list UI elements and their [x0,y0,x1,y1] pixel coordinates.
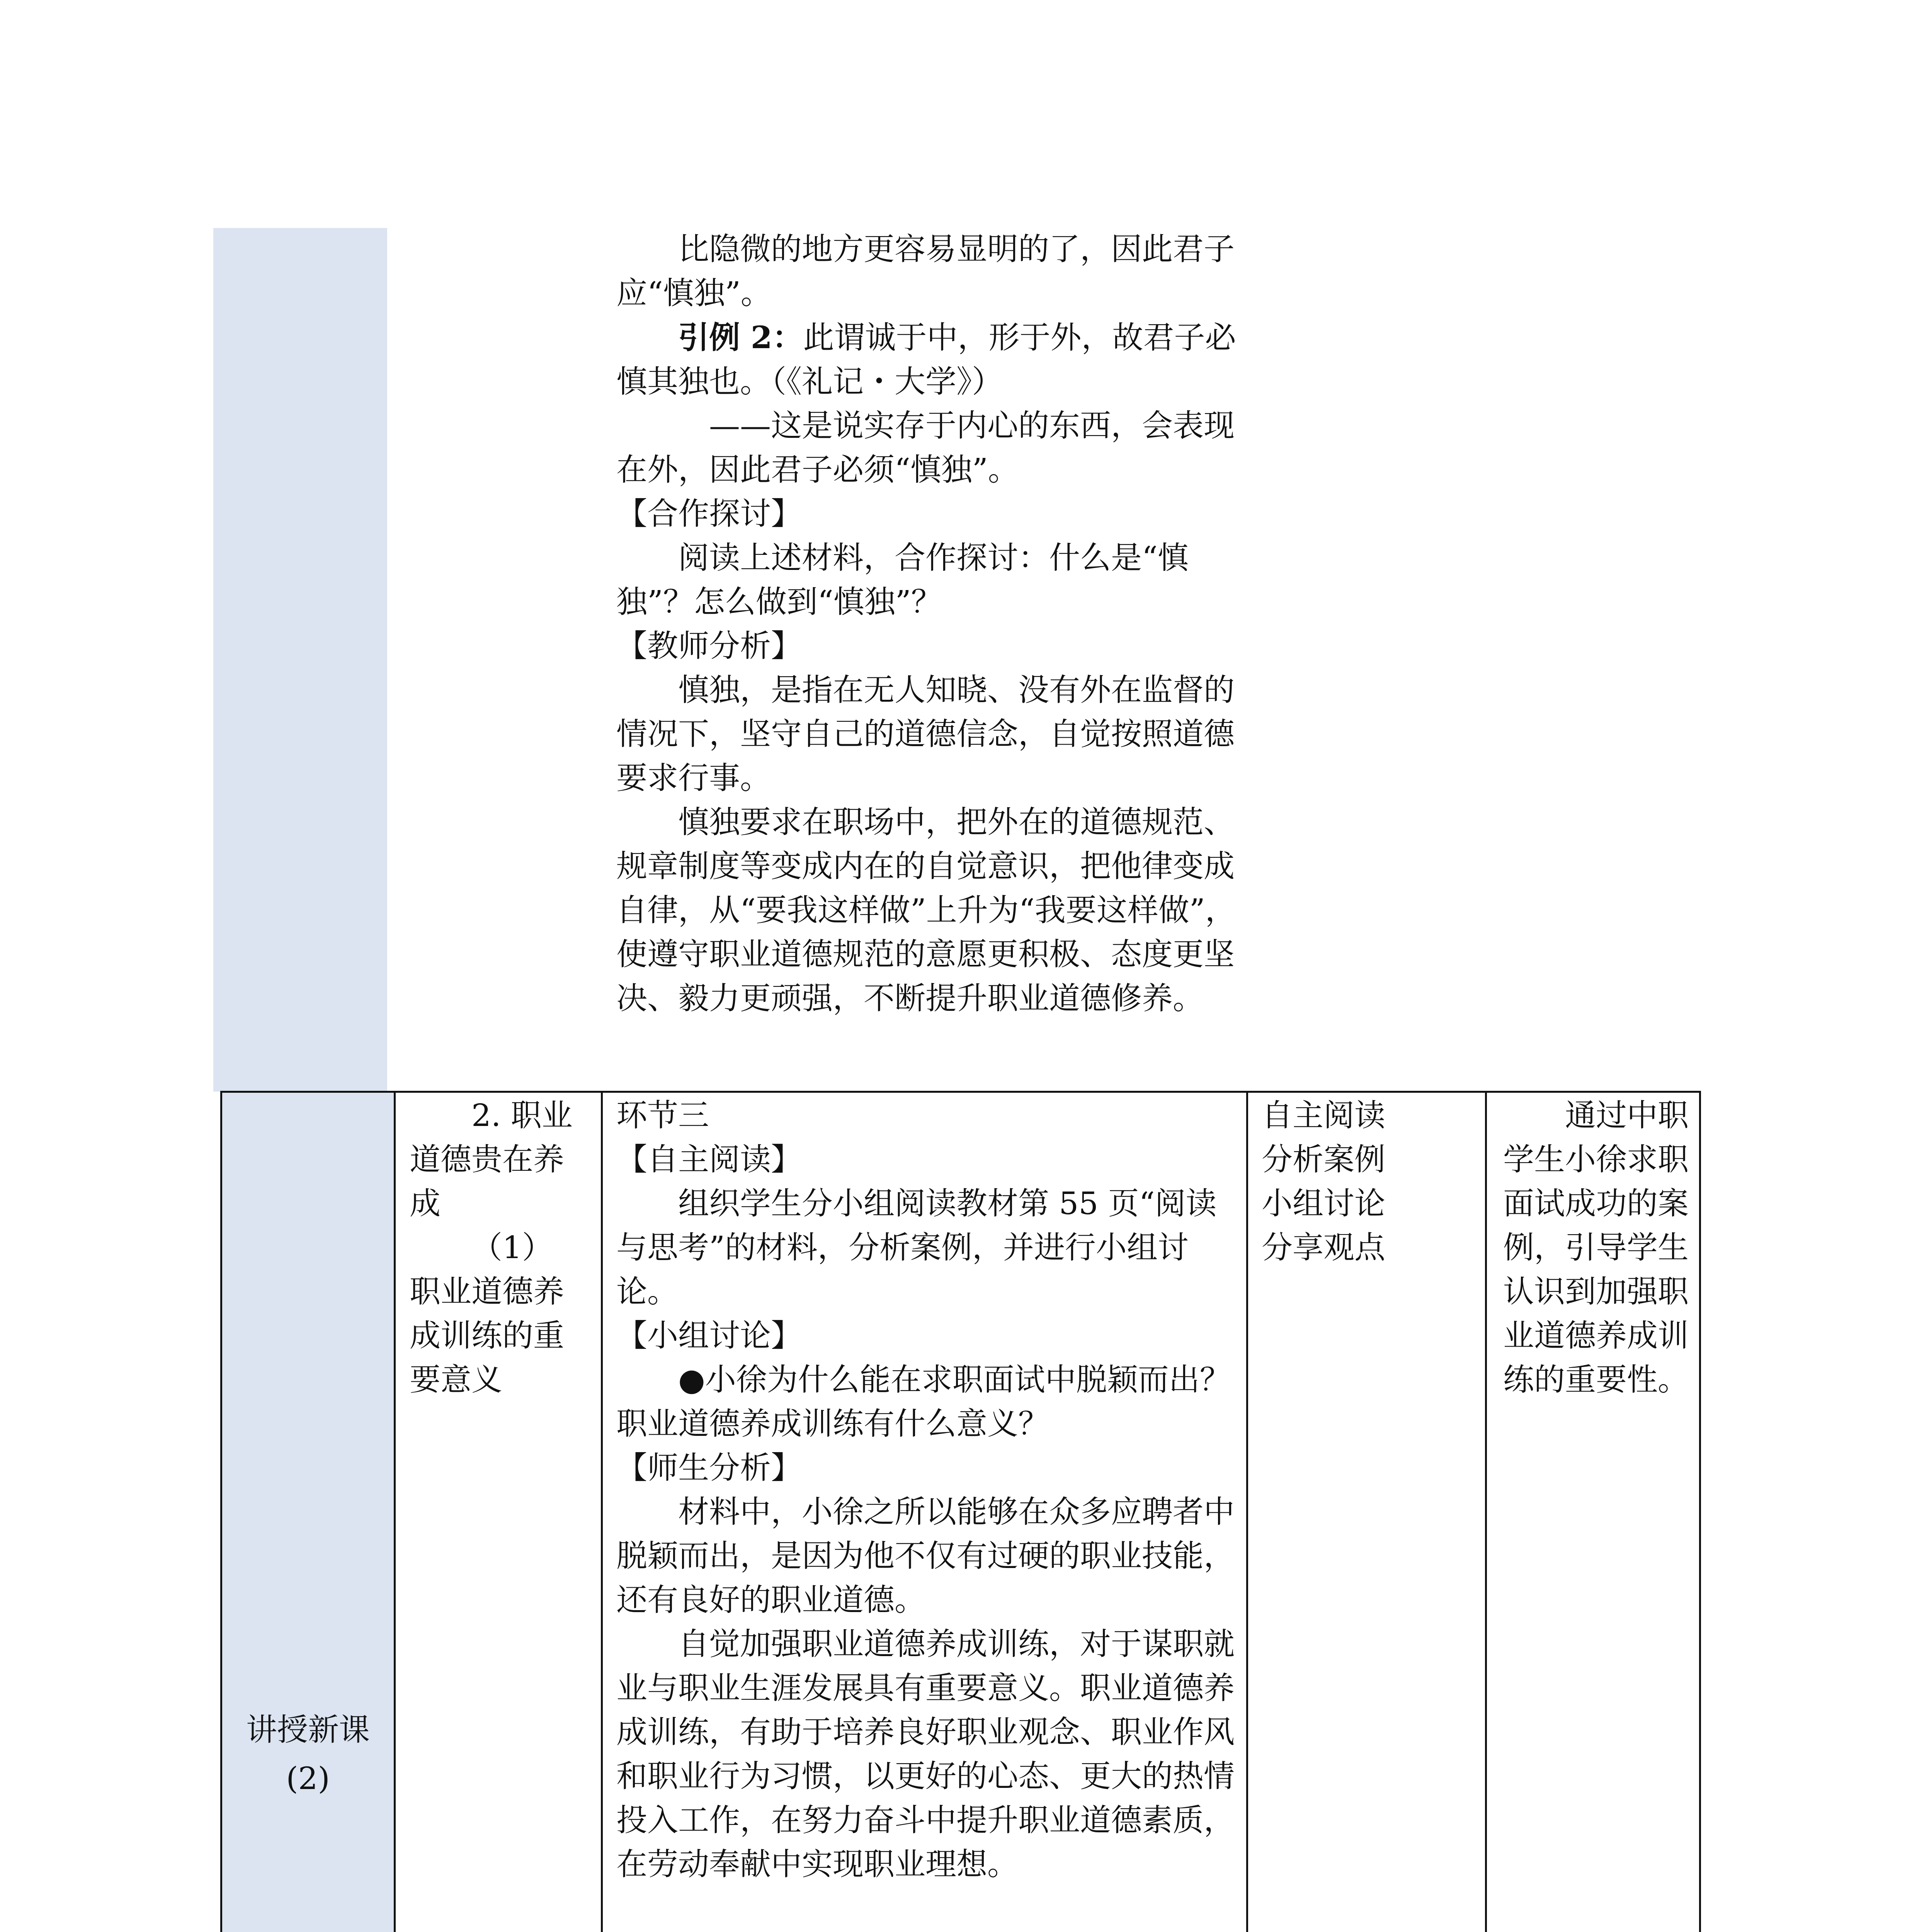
section-number: (2) [286,1760,330,1796]
intent-cell [1503,1094,1689,1402]
table-rule [1246,1091,1248,1932]
table-rule [220,1091,1701,1093]
topic-title: 2. 职业道德贵在养成 [410,1097,573,1221]
paragraph: 自觉加强职业道德养成训练，对于谋职就业与职业生涯发展具有重要意义。职业道德养成训练，有助于培养良好职业观念、职业作风和职业行为习惯，以更好的心态、更大的热情投入工作，在努力奋斗中提升职业道德素质，在劳动奉献中实现职业理想。 [616,1626,1235,1882]
section-label-shade [221,1092,395,1932]
topic-subnumber: （1） [471,1230,553,1265]
intent-text: 通过中职学生小徐求职面试成功的案例，引导学生认识到加强职业道德养成训练的重要性。 [1503,1097,1689,1398]
activity-item: 分析案例 [1262,1141,1385,1177]
top-content-cell [616,227,1237,1020]
table-rule [1485,1091,1487,1932]
heading-teacher-analysis: 【教师分析】 [616,628,802,664]
paragraph: 比隐微的地方更容易显明的了，因此君子应“慎独”。 [616,231,1235,311]
activity-item: 自主阅读 [1262,1097,1385,1133]
stage-title: 环节三 [616,1097,709,1133]
paragraph: 组织学生分小组阅读教材第 55 页“阅读与思考”的材料，分析案例，并进行小组讨论。 [616,1185,1217,1310]
paragraph: 慎独，是指在无人知晓、没有外在监督的情况下，坚守自己的道德信念，自觉按照道德要求行事。 [616,672,1235,796]
heading-cooperate: 【合作探讨】 [616,496,802,532]
example-note: ——这是说实存于内心的东西，会表现在外，因此君子必须“慎独”。 [616,408,1235,488]
table-rule [1699,1091,1701,1932]
paragraph: ●小徐为什么能在求职面试中脱颖而出？职业道德养成训练有什么意义？ [616,1362,1231,1442]
paragraph: 材料中，小徐之所以能够在众多应聘者中脱颖而出，是因为他不仅有过硬的职业技能，还有良好的职业道德。 [616,1494,1235,1618]
paragraph: 慎独要求在职场中，把外在的道德规范、规章制度等变成内在的自觉意识，把他律变成自律，从“要我这样做”上升为“我要这样做”，使遵守职业道德规范的意愿更积极、态度更坚决、毅力更顽强，不断提升职业道德修养。 [616,804,1236,1016]
example-text: 此谓诚于中，形于外，故君子必慎其独也。（《礼记・大学》） [616,320,1236,400]
example-label: 引例 2： [678,319,803,355]
heading-self-reading: 【自主阅读】 [616,1141,802,1177]
paragraph: 阅读上述材料，合作探讨：什么是“慎独”？怎么做到“慎独”？ [616,540,1189,620]
heading-group-discussion: 【小组讨论】 [616,1318,802,1354]
topic-cell-1 [410,1094,589,1402]
section-title: 讲授新课 [246,1712,370,1748]
table-rule [220,1091,222,1932]
stage-three-cell [616,1094,1237,1886]
table-rule [601,1091,603,1932]
table-rule [394,1091,396,1932]
activity-item: 分享观点 [1262,1230,1385,1265]
topic-subtitle: 职业道德养成训练的重要意义 [410,1274,564,1398]
top-section-shade [213,228,387,1092]
example-paragraph [616,315,1237,404]
activity-item: 小组讨论 [1262,1185,1385,1221]
activities-cell [1262,1094,1478,1270]
section-label-cell [222,1708,394,1801]
heading-analysis: 【师生分析】 [616,1450,802,1486]
